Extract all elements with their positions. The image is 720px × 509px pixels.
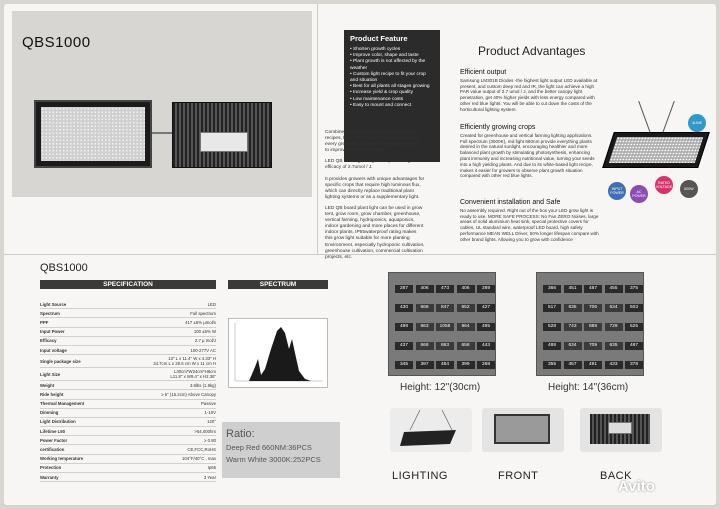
spec-row: [40, 368, 216, 381]
ppfd-cell: 366: [543, 285, 561, 293]
spec-key: Power Factor: [40, 437, 68, 443]
ppfd-cell: 1058: [436, 323, 454, 331]
feature-item: • Best for all plants all stages growing: [350, 84, 434, 90]
ppfd-cell: 635: [564, 304, 582, 312]
spec-row: [40, 473, 216, 482]
spec-row: [40, 318, 216, 327]
ratio-warm-white: Warm White 3000K:252PCS: [226, 455, 321, 464]
advantage-heading: Convenient installation and Safe: [460, 199, 561, 206]
ppfd-cell: 635: [605, 342, 623, 350]
spec-value: 120°: [207, 419, 216, 425]
spec-value: 104°F/40°C , max: [181, 456, 216, 462]
ppfd-cell: 287: [395, 285, 413, 293]
spec-key: certification: [40, 447, 65, 453]
led-board-image: [34, 100, 152, 168]
feature-item: • Increase yield & crop quality: [350, 90, 434, 96]
avito-watermark: Avito: [618, 478, 655, 495]
spec-value: LED: [207, 301, 216, 307]
ppfd-cell: 289: [477, 285, 495, 293]
feature-item: • Improve color, shape and taste: [350, 53, 434, 59]
spec-row: [40, 427, 216, 436]
spec-row: [40, 381, 216, 390]
ppfd-cell: 668: [416, 304, 434, 312]
feature-item: • Custom light recipe to fit your crop and situation: [350, 72, 434, 84]
description-paragraph: LED QB board plant light can be used in grow tent, grow room, grow chamber, greenhouse, vertical farming, hydroponics, aquaponics, indoor gardening and more places for different indoor plants. IP65waterproof rating makes this grow light suitable for more planting Environment, especially hydroponic cultivation, greenhouse cultivation, commercial cultivation projects, etc.: [325, 205, 425, 260]
spec-key: PPF: [40, 319, 49, 325]
ppfd-cell: 889: [584, 323, 602, 331]
ppfd-cell: 517: [543, 304, 561, 312]
spec-key: Thermal Management: [40, 401, 85, 407]
ratio-box: [222, 422, 340, 478]
badge-input-power: INPUT POWER: [608, 182, 626, 200]
spec-row: [40, 390, 216, 399]
advantage-heading: Efficient output: [460, 69, 507, 76]
spec-row: [40, 436, 216, 445]
product-feature-title: Product Feature: [350, 34, 408, 43]
ppfd-cell: 406: [457, 285, 475, 293]
spec-row: [40, 300, 216, 309]
ppfd-cell: 743: [564, 323, 582, 331]
spec-key: Spectrum: [40, 310, 60, 316]
spec-key: Single package size: [40, 358, 81, 364]
front-view-image: [482, 408, 564, 452]
ppfd-cell: 433: [605, 361, 623, 369]
hanging-wire: [638, 101, 651, 133]
ppfd-cell: 706: [584, 304, 602, 312]
advantage-body: Created for greenhouse and vertical farming lighting applications. Full spectrum (3000K), red light 660nm provide everything plants desired in the natural sunlight, encouraging healthier and more balanced plant growth by stimulating photosynthesis, enhancing plant immunity and increasing nutritional value, turning your seeds into a high yielding plants. And due to its white-based light recipe, makes it easier for growers to observe plant growth situation compared with other red blue lights.: [460, 132, 595, 179]
spec-value: ≥ 6" (15.2cm) Above Canopy: [161, 391, 216, 397]
cable-image: [152, 132, 172, 134]
spec-value: 417 ±5% μmol/s: [185, 319, 216, 325]
advantage-body: No assembly required. Right out of the box your LED grow light is ready to use. MORE SAFE PROCESS: No Fan ZERO Noises, large areas of solid aluminium heat sink, special protective covers for cables, UL standard wire, waterproof LED board, high safety performance MEAN WELL Driver, 50% longer lifespan compare with other brand lights. Allowing you to grow with confidence: [460, 207, 599, 242]
lighting-lamp-drawing: [390, 408, 472, 452]
spec-value: 100 ±5% W: [193, 329, 216, 335]
ppfd-cell: 427: [477, 304, 495, 312]
spec-value: ≥ 0.80: [204, 437, 216, 443]
spec-value: Full spectrum: [190, 310, 216, 316]
ratio-title: Ratio:: [226, 428, 255, 440]
fold-line-vertical: [317, 4, 318, 254]
spec-table: [40, 300, 216, 482]
ppfd-cell: 709: [584, 342, 602, 350]
ppfd-cell: 455: [605, 285, 623, 293]
ppfd-cell: 399: [457, 361, 475, 369]
ppfd-cell: 397: [416, 361, 434, 369]
ppfd-cell: 473: [436, 285, 454, 293]
spec-row: [40, 418, 216, 427]
ppfd-cell: 503: [625, 304, 643, 312]
back-view-image: [580, 408, 662, 452]
hanging-lamp-image: [602, 132, 710, 168]
spec-key: Lifetime L50: [40, 428, 66, 434]
advantage-body: Samsung LM301B Diodes -the highest light output LED available at present, and custom deep red and IR, the light can achieve a high PAR value output of 2.7 umol / J, and the better canopy light penetration, get 40% higher yields with less energy compared with other red blue lights. You will be able to cut down the costs of the horticultural lighting system.: [460, 77, 598, 112]
ppfd-cell: 437: [395, 342, 413, 350]
ppfd-cell: 443: [477, 342, 495, 350]
spec-value: Passive: [200, 401, 216, 407]
driver-image: [200, 132, 248, 152]
hero-title: QBS1000: [22, 34, 91, 51]
ppfd-cell: 847: [436, 304, 454, 312]
ppfd-cell: 488: [543, 342, 561, 350]
spec-value: 13" L x 11.4" W x 4.33" H 34.7cm L x 28.5 cm W x 11 cm H: [153, 356, 216, 367]
ppfd-cell: 863: [436, 342, 454, 350]
ppfd-height-12in: Height: 12"(30cm): [400, 382, 481, 393]
ppfd-cell: 634: [605, 304, 623, 312]
ratio-deep-red: Deep Red 660NM:36PCS: [226, 443, 312, 452]
ppfd-map-12in: [388, 272, 496, 376]
spec-row: [40, 355, 216, 368]
spec-key: Dimming: [40, 410, 59, 416]
spec-key: Weight: [40, 382, 55, 388]
brochure-sheet: [4, 4, 716, 505]
spectrum-curve: [229, 319, 327, 387]
ppfd-cell: 375: [625, 285, 643, 293]
ppfd-cell: 528: [543, 323, 561, 331]
description-paragraph: LED QB board grow light can provide light efficacy of 2.7umol / J.: [325, 159, 415, 171]
ppfd-cell: 451: [564, 285, 582, 293]
spec-row: [40, 337, 216, 346]
spec-row: [40, 409, 216, 418]
ppfd-height-14in: Height: 14"(36cm): [548, 382, 629, 393]
ppfd-cell: 498: [395, 323, 413, 331]
spec-key: Efficacy: [40, 338, 57, 344]
spec-key: Protection: [40, 465, 62, 471]
spec-value: 3 Year: [203, 474, 216, 480]
spec-value: Ip65: [207, 465, 216, 471]
spec-key: Light Source: [40, 301, 67, 307]
spectrum-heading: SPECTRUM: [228, 280, 328, 289]
spectrum-graph: [228, 318, 328, 388]
lighting-label: LIGHTING: [392, 470, 448, 482]
spec-row: [40, 455, 216, 464]
ppfd-cell: 487: [625, 342, 643, 350]
spec-value: CE,FCC,RoHS: [187, 447, 216, 453]
ppfd-cell: 864: [457, 323, 475, 331]
feature-item: • Low maintenance costs: [350, 97, 434, 103]
ppfd-cell: 668: [416, 342, 434, 350]
advantage-installation: [460, 200, 600, 243]
feature-item: • Shorten growth cycles: [350, 47, 434, 53]
product-description: [325, 130, 425, 266]
spec-value: >54,000hrs: [194, 428, 216, 434]
ppfd-cell: 406: [416, 285, 434, 293]
ppfd-cell: 430: [395, 304, 413, 312]
description-paragraph: It provides growers with unique advantages for specific crops that require high luminous flux, which can directly replace traditional plant lighting systems or as a supplementary light.: [325, 176, 425, 200]
spec-value: 1-10V: [204, 410, 216, 416]
spec-value: L30cm*W24cm*H6cm L11.8" x W9.4" x H2.36": [170, 369, 216, 380]
ppfd-cell: 484: [436, 361, 454, 369]
spec-key: Light Distribution: [40, 419, 76, 425]
spec-row: [40, 400, 216, 409]
ppfd-cell: 457: [564, 361, 582, 369]
spec-row: [40, 309, 216, 318]
ppfd-cell: 491: [584, 361, 602, 369]
ppfd-cell: 345: [395, 361, 413, 369]
spec-key: Input voltage: [40, 347, 67, 353]
lighting-view-image: [390, 408, 472, 452]
ppfd-cell: 355: [543, 361, 561, 369]
advantages-title: Product Advantages: [478, 44, 586, 58]
spec-row: [40, 328, 216, 337]
spec-key: Ride height: [40, 391, 64, 397]
spec-key: Warranty: [40, 474, 59, 480]
ppfd-cell: 487: [584, 285, 602, 293]
ppfd-cell: 652: [457, 304, 475, 312]
advantage-efficient-output: [460, 70, 600, 113]
badge-600w: 600W: [680, 180, 698, 198]
badge-4line: 4LINE: [688, 114, 706, 132]
spec-key: Working temperature: [40, 456, 84, 462]
spec-value: 3.9lbs (1.8kg): [189, 382, 216, 388]
ppfd-cell: 634: [564, 342, 582, 350]
spec-value: 100-277V AC: [190, 347, 216, 353]
badge-ac-power: AC POWER: [630, 185, 648, 203]
spec-model-title: QBS1000: [40, 262, 88, 274]
ppfd-cell: 729: [605, 323, 623, 331]
badge-rated-voltage: RATED VOLTAGE: [655, 176, 673, 194]
ppfd-cell: 268: [477, 361, 495, 369]
product-feature-list: [350, 47, 434, 109]
ppfd-cell: 525: [625, 323, 643, 331]
feature-item: • Plant growth is not affected by the weather: [350, 59, 434, 71]
ppfd-map-14in: [536, 272, 644, 376]
spec-heading: SPECIFICATION: [40, 280, 216, 289]
ppfd-cell: 378: [625, 361, 643, 369]
ppfd-cell: 658: [457, 342, 475, 350]
advantage-growing-crops: [460, 125, 600, 179]
feature-item: • Easy to mount and connect: [350, 103, 434, 109]
spec-row: [40, 346, 216, 355]
ppfd-cell: 863: [416, 323, 434, 331]
spec-key: Light Size: [40, 371, 61, 377]
front-label: FRONT: [498, 470, 539, 482]
spec-row: [40, 445, 216, 454]
spec-row: [40, 464, 216, 473]
hanging-wire: [662, 101, 675, 133]
description-paragraph: Combined with our professional custom light recipes, LED QB Board Grow Light provides every green-house grower new opportunities to improve quality and yield.: [325, 130, 420, 154]
spec-key: Input Power: [40, 329, 65, 335]
ppfd-cell: 495: [477, 323, 495, 331]
advantage-heading: Efficiently growing crops: [460, 124, 536, 131]
back-label: BACK: [600, 470, 632, 482]
spec-value: 2.7 μ mol/J: [194, 338, 216, 344]
